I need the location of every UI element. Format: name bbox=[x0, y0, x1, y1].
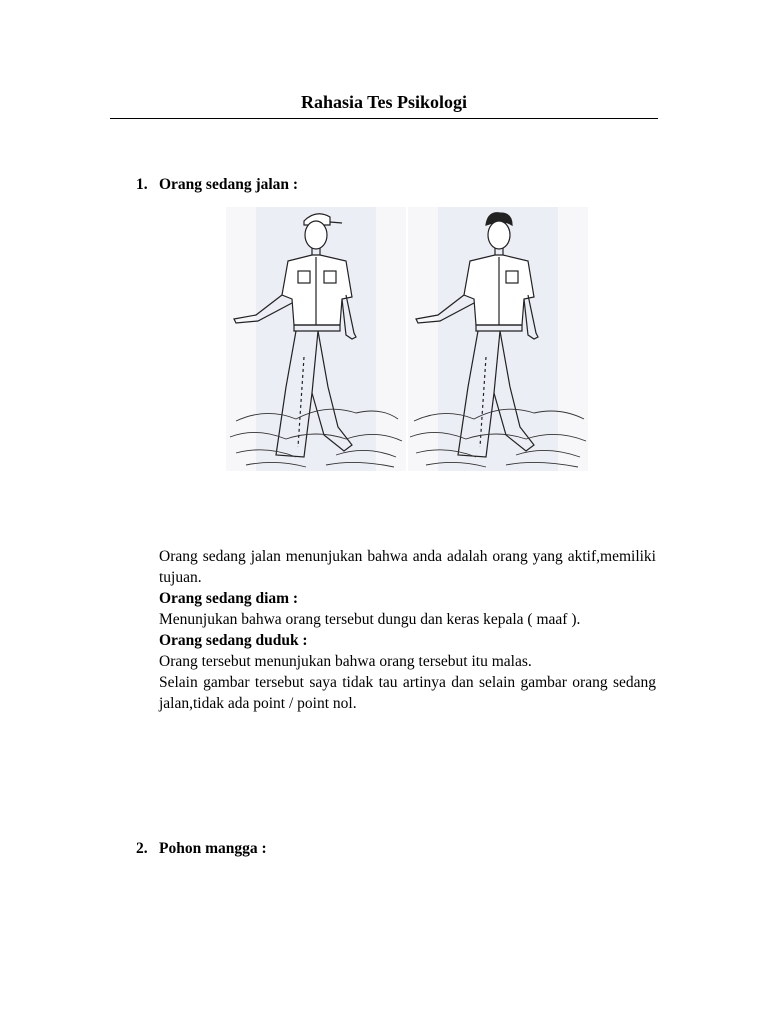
section-2-heading bbox=[136, 840, 267, 858]
sitting-heading: Orang sedang duduk : bbox=[159, 632, 308, 649]
section-1-title: Orang sedang jalan : bbox=[159, 176, 299, 193]
section-2-number: 2. bbox=[136, 840, 148, 857]
walking-description: Orang sedang jalan menunjukan bahwa anda adalah orang yang aktif,memiliki tujuan. bbox=[159, 548, 656, 586]
closing-paragraph: Selain gambar tersebut saya tidak tau artinya dan selain gambar orang sedang jalan,tidak ada point / point nol. bbox=[159, 674, 656, 712]
walking-man-with-cap-image bbox=[226, 207, 406, 471]
still-heading: Orang sedang diam : bbox=[159, 590, 299, 607]
walking-figures bbox=[226, 207, 588, 471]
section-1-number: 1. bbox=[136, 176, 148, 193]
sketch-figure-hair bbox=[408, 207, 588, 471]
title-underline bbox=[110, 118, 658, 119]
walking-man-image bbox=[408, 207, 588, 471]
document-title: Rahasia Tes Psikologi bbox=[300, 92, 468, 112]
section-2-title: Pohon mangga : bbox=[159, 840, 267, 857]
sitting-description: Orang tersebut menunjukan bahwa orang tersebut itu malas. bbox=[159, 653, 532, 670]
sketch-figure-cap bbox=[226, 207, 406, 471]
section-1-heading bbox=[136, 176, 298, 194]
section-1-body bbox=[159, 546, 656, 714]
still-description: Menunjukan bahwa orang tersebut dungu dan keras kepala ( maaf ). bbox=[159, 611, 581, 628]
